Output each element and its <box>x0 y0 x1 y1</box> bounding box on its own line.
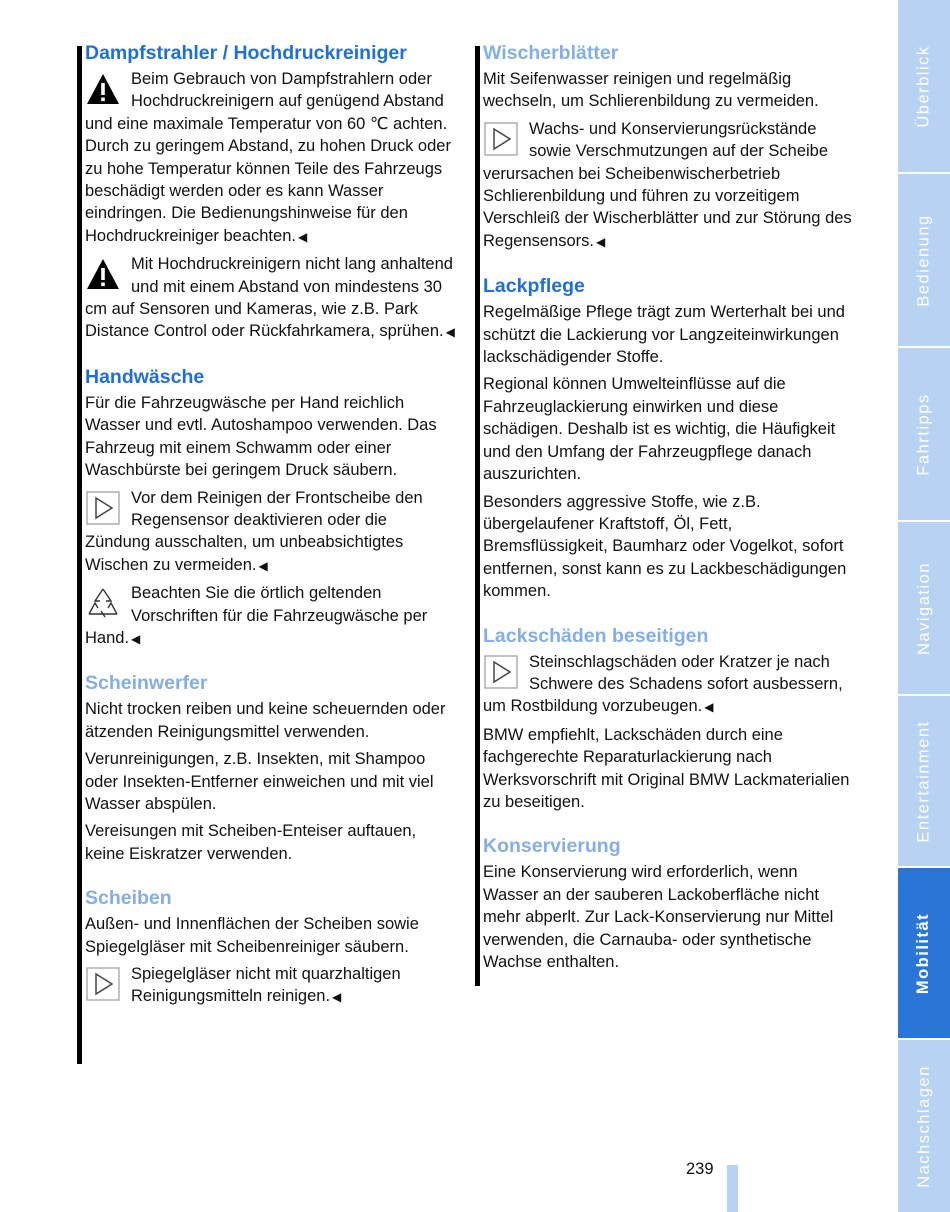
page-number: 239 <box>686 1160 714 1178</box>
section-heading: Scheinwerfer <box>85 672 208 695</box>
note-text: Beim Gebrauch von Dampfstrahlern oder Hochdruckreinigern auf genügend Abstand und eine maximale Temperatur von 60 ℃ achten. Durch zu geringem Abstand, zu hohen Druck oder zu hohe Temperatur können Teile des Fahrzeugs beschädigt werden oder es kann Wasser eindringen. Die Bedienungshinweise für den Hochdruckreiniger beachten. <box>85 70 451 245</box>
tab-mobilitaet[interactable] <box>898 868 950 1040</box>
note-text: Steinschlagschäden oder Kratzer je nach Schwere des Schadens sofort ausbessern, um Rostbildung vorzubeugen. <box>483 652 843 716</box>
tab-label: Entertainment <box>914 719 933 843</box>
tab-label: Fahrtipps <box>914 392 933 476</box>
paragraph: Verunreinigungen, z.B. Insekten, mit Shampoo oder Insekten-Entferner einweichen und mit viel Wasser abspülen. <box>85 750 434 813</box>
section-heading: Dampfstrahler / Hochdruckreiniger <box>85 42 407 64</box>
section-lackpflege <box>483 275 853 602</box>
warning-icon <box>85 256 121 292</box>
section-heading: Lackschäden beseitigen <box>483 624 709 647</box>
paragraph: Für die Fahrzeugwäsche per Hand reichlich Wasser und evtl. Autoshampoo verwenden. Das Fahrzeug mit einem Schwamm oder einer Waschbürste bei geringem Druck säubern. <box>85 393 437 480</box>
paragraph: Regional können Umwelteinflüsse auf die Fahrzeuglackierung einwirken und diese schädigen. Deshalb ist es wichtig, die Häufigkeit und den Umfang der Fahrzeugpflege danach auszurichten. <box>483 375 836 484</box>
end-marker: ◀ <box>258 558 268 573</box>
tab-label: Navigation <box>914 561 933 655</box>
end-marker: ◀ <box>595 234 606 249</box>
section-heading: Handwäsche <box>85 365 205 388</box>
paragraph: BMW empfiehlt, Lackschäden durch eine fachgerechte Reparaturlackierung nach Werksvorschrift mit Original BMW Lackmaterialien zu beseitigen. <box>483 725 850 811</box>
tab-bedienung[interactable] <box>898 174 950 348</box>
section-heading: Konservierung <box>483 835 621 858</box>
paragraph: Außen- und Innenflächen der Scheiben sowie Spiegelgläser mit Scheibenreiniger säubern. <box>85 915 419 956</box>
section-heading: Scheiben <box>85 887 172 910</box>
note-text: Vor dem Reinigen der Frontscheibe den Regensensor deaktivieren oder die Zündung ausschalten, um unbeabsichtigtes Wischen zu vermeiden. <box>85 488 423 574</box>
right-column-rule <box>475 46 480 986</box>
tab-label: Nachschlagen <box>914 1064 933 1188</box>
page-marker <box>727 1165 738 1212</box>
note-text: Wachs- und Konservierungsrückstände sowie Verschmutzungen auf der Scheibe verursachen bei Scheibenwischerbetrieb Schlierenbildung und führen zu vorzeitigem Verschleiß der Wischerblätter und zur Störung des Regensensors. <box>483 119 852 250</box>
paragraph: Regelmäßige Pflege trägt zum Werterhalt bei und schützt die Lackierung vor Langzeiteinwirkungen lackschädigender Stoffe. <box>483 303 845 367</box>
section-konservierung <box>483 835 853 973</box>
section-lackschaeden <box>483 625 853 814</box>
paragraph: Eine Konservierung wird erforderlich, wenn Wasser an der sauberen Lackoberfläche nicht mehr abperlt. Zur Lack-Konservierung nur Mittel verwenden, die Carnauba- oder synthetische Wachse enthalten. <box>483 863 834 971</box>
note-arrow-icon <box>85 966 121 1002</box>
paragraph: Vereisungen mit Scheiben-Enteiser auftauen, keine Eiskratzer verwenden. <box>85 822 417 863</box>
tab-fahrtipps[interactable] <box>898 348 950 522</box>
section-dampfstrahler <box>85 42 455 344</box>
note-arrow-icon <box>483 654 519 690</box>
environment-note <box>85 582 455 650</box>
section-scheinwerfer <box>85 672 455 865</box>
tab-label: Bedienung <box>914 213 933 307</box>
section-heading: Wischerblätter <box>483 42 619 64</box>
section-heading: Lackpflege <box>483 275 585 298</box>
tab-label: Mobilität <box>914 912 933 994</box>
left-column <box>85 42 455 1031</box>
tab-entertainment[interactable] <box>898 696 950 868</box>
section-scheiben <box>85 887 455 1009</box>
tab-nachschlagen[interactable] <box>898 1040 950 1212</box>
right-column <box>483 42 853 995</box>
paragraph: Besonders aggressive Stoffe, wie z.B. übergelaufener Kraftstoff, Öl, Fett, Bremsflüssigkeit, Baumharz oder Vogelkot, sofort entfernen, sonst kann es zu Lackbeschädigungen kommen. <box>483 492 847 601</box>
note-text: Mit Hochdruckreinigern nicht lang anhaltend und mit einem Abstand von mindestens 30 cm auf Sensoren und Kameras, wie z.B. Park Distance Control oder Rückfahrkamera, sprühen. <box>85 255 453 341</box>
chapter-sidebar <box>898 0 950 1212</box>
recycle-icon <box>85 585 121 621</box>
warning-note <box>85 253 455 344</box>
tab-ueberblick[interactable] <box>898 0 950 174</box>
end-marker: ◀ <box>445 325 455 340</box>
section-wischerblaetter <box>483 42 853 253</box>
tab-label: Überblick <box>914 44 933 128</box>
warning-note <box>85 68 455 248</box>
note-arrow-icon <box>85 490 121 526</box>
end-marker: ◀ <box>332 990 342 1005</box>
end-marker: ◀ <box>297 229 308 244</box>
note-arrow-icon <box>483 121 519 157</box>
info-note <box>85 963 455 1009</box>
end-marker: ◀ <box>131 631 141 646</box>
warning-icon <box>85 71 121 107</box>
note-text: Beachten Sie die örtlich geltenden Vorschriften für die Fahrzeugwäsche per Hand. <box>85 584 428 647</box>
info-note <box>85 487 455 578</box>
section-handwaesche <box>85 366 455 650</box>
note-text: Spiegelgläser nicht mit quarzhaltigen Reinigungsmitteln reinigen. <box>131 965 401 1006</box>
tab-navigation[interactable] <box>898 522 950 696</box>
end-marker: ◀ <box>704 700 714 715</box>
left-column-rule <box>77 46 82 1064</box>
paragraph: Mit Seifenwasser reinigen und regelmäßig wechseln, um Schlierenbildung zu vermeiden. <box>483 70 819 111</box>
info-note <box>483 118 853 253</box>
paragraph: Nicht trocken reiben und keine scheuernden oder ätzenden Reinigungsmittel verwenden. <box>85 700 446 741</box>
info-note <box>483 651 853 719</box>
